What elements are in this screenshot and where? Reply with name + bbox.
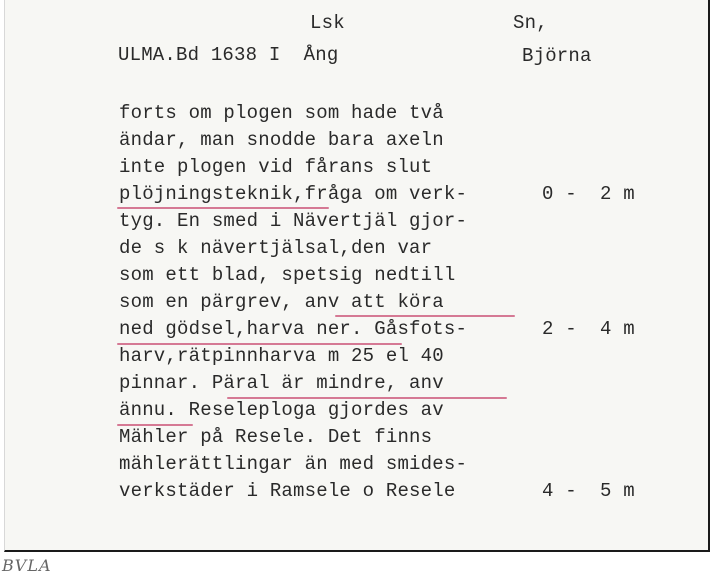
underline-ned-godsel (117, 343, 402, 345)
body-line-1: forts om plogen som hade två (119, 102, 444, 124)
range-2-4: 2 - 4 m (542, 318, 635, 340)
header-parish: Björna (522, 45, 592, 67)
body-line-11: pinnar. Päral är mindre, anv (119, 372, 444, 394)
archive-index-card (4, 0, 710, 552)
header-lsk: Lsk (310, 12, 345, 34)
body-line-5: tyg. En smed i Nävertjäl gjor- (119, 210, 468, 232)
body-line-4: plöjningsteknik,fråga om verk- (119, 183, 468, 205)
body-line-9: ned gödsel,harva ner. Gåsfots- (119, 318, 468, 340)
body-line-2: ändar, man snodde bara axeln (119, 129, 444, 151)
underline-plojningsteknik (117, 207, 329, 209)
body-line-7: som ett blad, spetsig nedtill (119, 264, 456, 286)
body-line-14: mählerättlingar än med smides- (119, 453, 468, 475)
body-line-10: harv,rätpinnharva m 25 el 40 (119, 345, 444, 367)
body-line-12: ännu. Reseleploga gjordes av (119, 399, 444, 421)
body-line-13: Mähler på Resele. Det finns (119, 426, 433, 448)
range-4-5: 4 - 5 m (542, 480, 635, 502)
corner-stamp: BVLA (2, 556, 52, 575)
header-sn: Sn, (513, 12, 548, 34)
body-line-6: de s k nävertjälsal,den var (119, 237, 433, 259)
body-line-15: verkstäder i Ramsele o Resele (119, 480, 456, 502)
header-source: ULMA.Bd 1638 I Ång (118, 44, 339, 66)
underline-anv-att-kora (335, 315, 515, 317)
underline-paral (227, 397, 507, 399)
body-line-8: som en pärgrev, anv att köra (119, 291, 444, 313)
body-line-3: inte plogen vid fårans slut (119, 156, 433, 178)
underline-annu (117, 424, 193, 426)
range-0-2: 0 - 2 m (542, 183, 635, 205)
